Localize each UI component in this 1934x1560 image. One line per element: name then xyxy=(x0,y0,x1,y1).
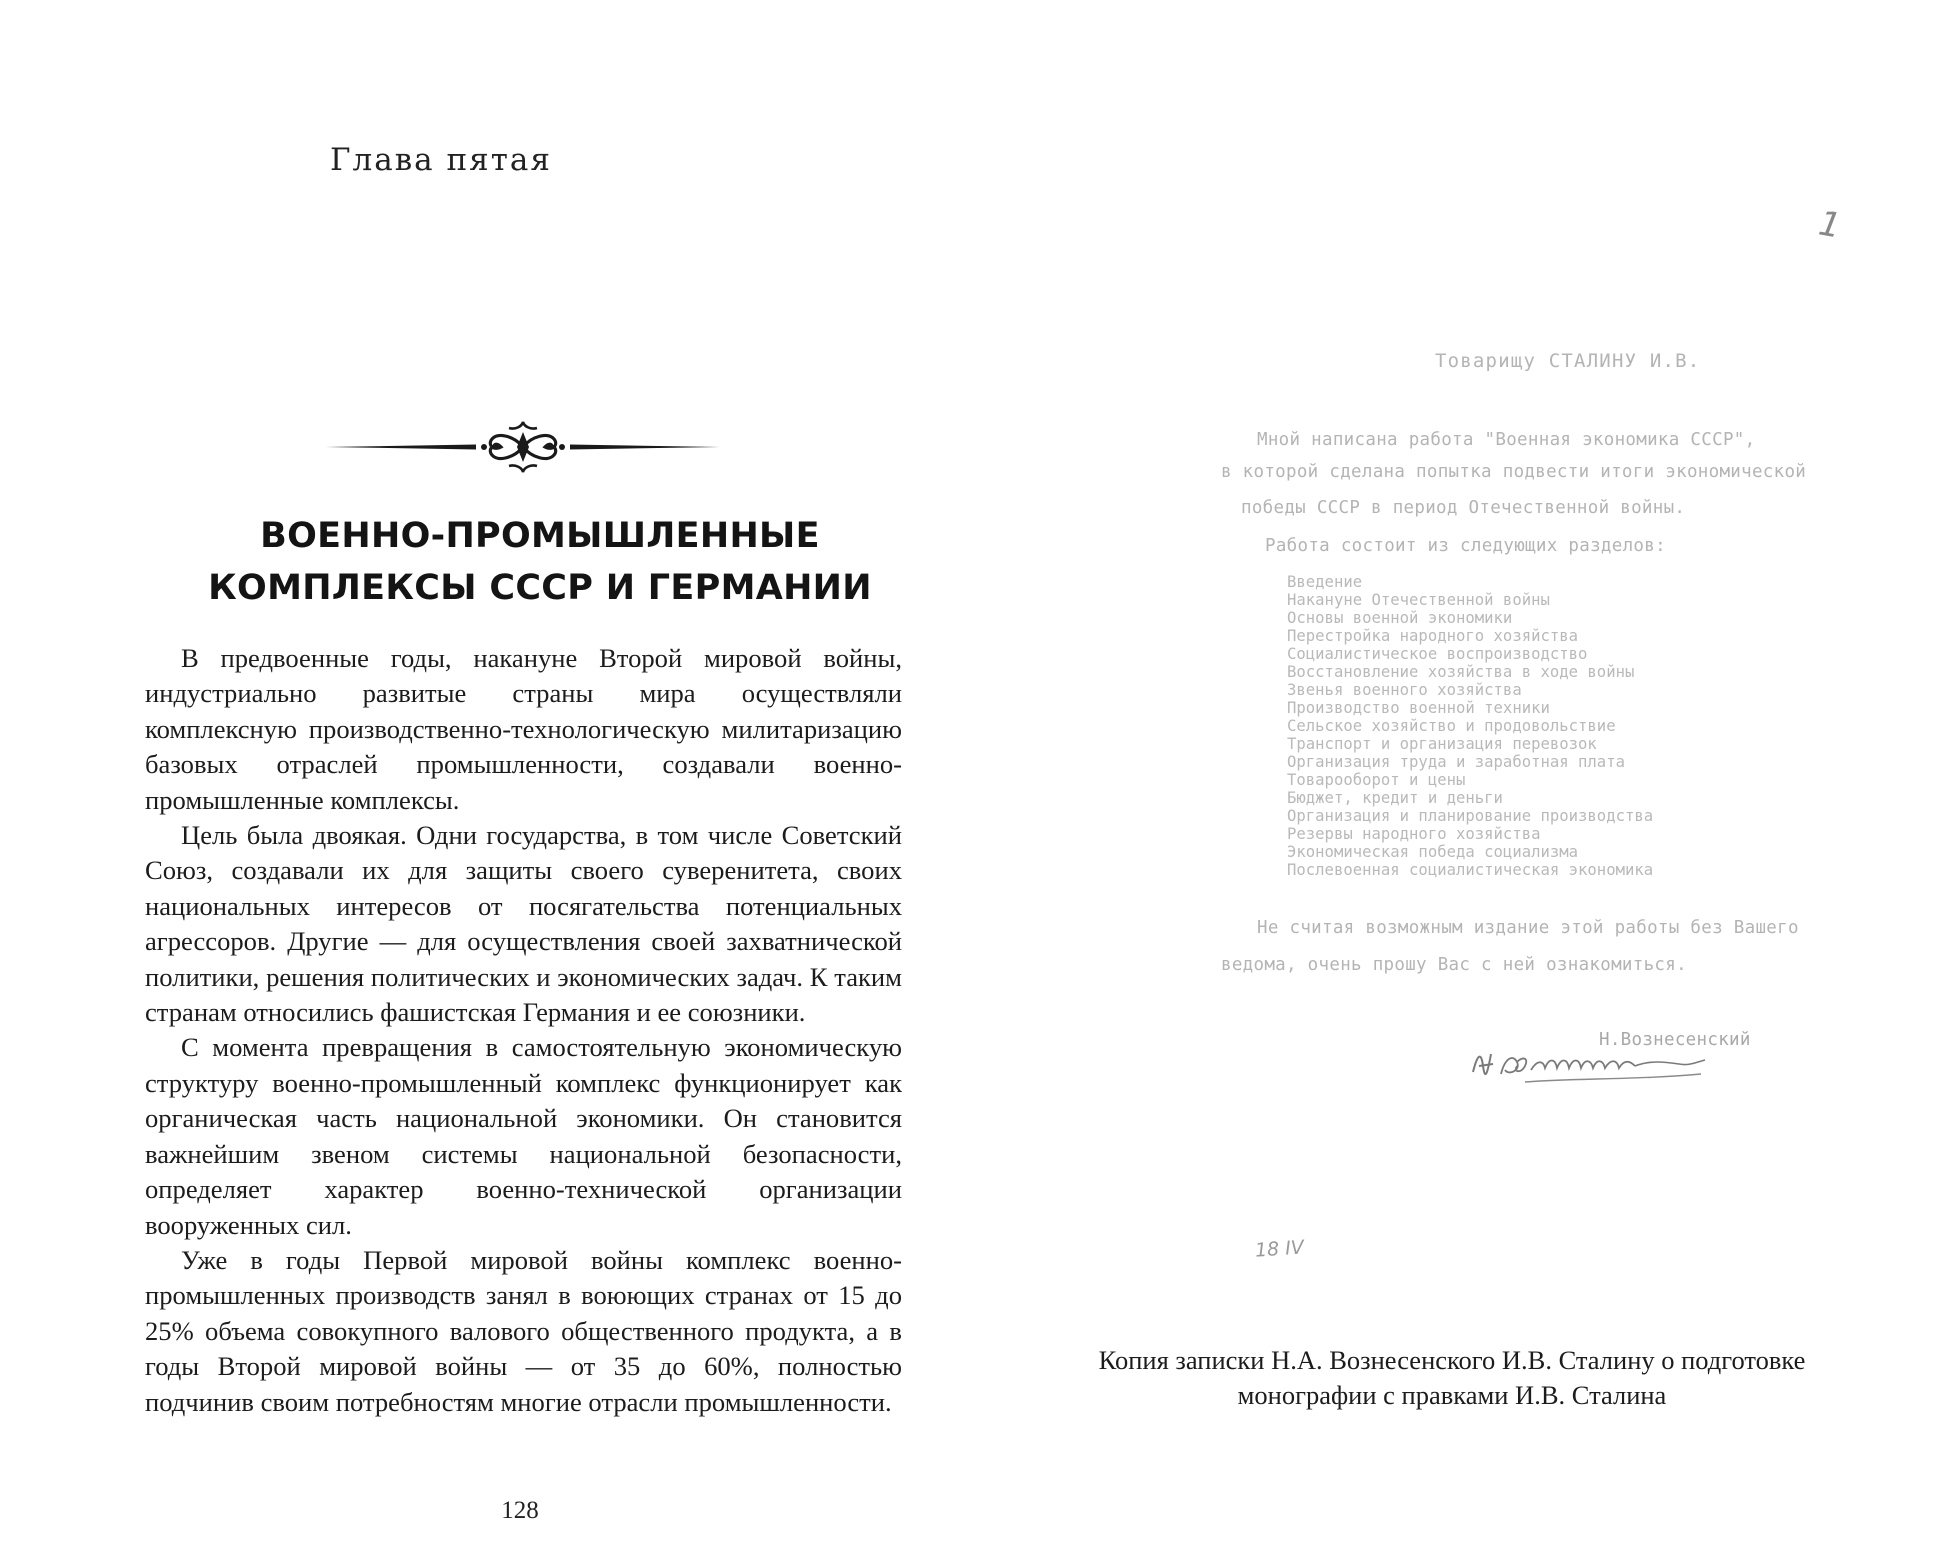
doc-section-item: Организация труда и заработная плата xyxy=(1287,753,1625,771)
doc-section-item: Введение xyxy=(1287,573,1363,591)
caption-line-1: Копия записки Н.А. Вознесенского И.В. Сталину о подготовке xyxy=(1098,1345,1806,1375)
doc-section-item: Резервы народного хозяйства xyxy=(1287,825,1541,843)
sheet-number: 1 xyxy=(1815,203,1844,247)
figure-caption xyxy=(1047,1343,1857,1413)
handwritten-note: 18 IV xyxy=(1254,1236,1305,1262)
doc-line: Мной написана работа "Военная экономика СССР", xyxy=(1257,430,1756,450)
doc-section-item: Послевоенная социалистическая экономика xyxy=(1287,861,1654,879)
doc-section-item: Звенья военного хозяйства xyxy=(1287,681,1522,699)
doc-section-item: Товарооборот и цены xyxy=(1287,771,1466,789)
caption-line-2: монографии с правками И.В. Сталина xyxy=(1237,1380,1667,1410)
doc-section-list xyxy=(1287,573,1653,879)
chapter-title-line-1: ВОЕННО-ПРОМЫШЛЕННЫЕ xyxy=(260,516,820,556)
doc-line: ведома, очень прошу Вас с ней ознакомиться. xyxy=(1221,955,1687,975)
doc-section-item: Социалистическое воспроизводство xyxy=(1287,645,1588,663)
doc-section-item: Восстановление хозяйства в ходе войны xyxy=(1287,663,1635,681)
doc-section-item: Производство военной техники xyxy=(1287,699,1550,717)
doc-section-item: Основы военной экономики xyxy=(1287,609,1513,627)
doc-section-item: Транспорт и организация перевозок xyxy=(1287,735,1597,753)
paragraph-3: С момента превращения в самостоятельную экономическую структуру военно-промышленный комплекс функционирует как органическая часть национальной экономики. Он становится важнейшим звеном системы национальной безопасности, определяет характер военно-технической организации вооруженных сил. xyxy=(145,1032,902,1240)
doc-section-item: Накануне Отечественной войны xyxy=(1287,591,1550,609)
doc-line: победы СССР в период Отечественной войны. xyxy=(1241,498,1686,518)
chapter-label: Глава пятая xyxy=(330,142,552,178)
doc-line: Работа состоит из следующих разделов: xyxy=(1265,536,1666,556)
right-page xyxy=(967,0,1934,1560)
doc-section-item: Бюджет, кредит и деньги xyxy=(1287,789,1503,807)
paragraph-1: В предвоенные годы, накануне Второй мировой войны, индустриально развитые страны мира осуществляли комплексную производственно-технологическую милитаризацию базовых отраслей промышленности, создавали военно-промышленные комплексы. xyxy=(145,643,902,815)
document-facsimile xyxy=(967,0,1934,1330)
page-number: 128 xyxy=(501,1497,539,1524)
doc-line: Не считая возможным издание этой работы без Вашего xyxy=(1257,918,1799,938)
handwritten-signature-icon xyxy=(1465,1036,1715,1092)
doc-section-item: Сельское хозяйство и продовольствие xyxy=(1287,717,1616,735)
body-text xyxy=(145,641,902,1420)
ornament-divider-icon xyxy=(326,418,720,476)
doc-section-item: Экономическая победа социализма xyxy=(1287,843,1579,861)
doc-section-item: Перестройка народного хозяйства xyxy=(1287,627,1579,645)
chapter-title-line-2: КОМПЛЕКСЫ СССР И ГЕРМАНИИ xyxy=(208,568,872,608)
chapter-title xyxy=(180,510,900,614)
doc-signer: Н.Вознесенский xyxy=(1599,1030,1751,1050)
paragraph-4: Уже в годы Первой мировой войны комплекс военно-промышленных производств занял в воюющих странах от 15 до 25% объема совокупного валового общественного продукта, а в годы Второй мировой войны — от 35 до 60%, полностью подчинив своим потребностям многие отрасли промышленности. xyxy=(145,1244,902,1417)
doc-addressee: Товарищу СТАЛИНУ И.В. xyxy=(1435,350,1701,372)
doc-section-item: Организация и планирование производства xyxy=(1287,807,1654,825)
paragraph-2: Цель была двоякая. Одни государства, в том числе Советский Союз, создавали их для защиты своего суверенитета, своих национальных интересов от посягательства потенциальных агрессоров. Другие — для осуществления своей захватнической политики, решения политических и экономических задач. К таким странам относились фашистская Германия и ее союзники. xyxy=(145,820,902,1028)
doc-line: в которой сделана попытка подвести итоги экономической xyxy=(1221,462,1807,482)
